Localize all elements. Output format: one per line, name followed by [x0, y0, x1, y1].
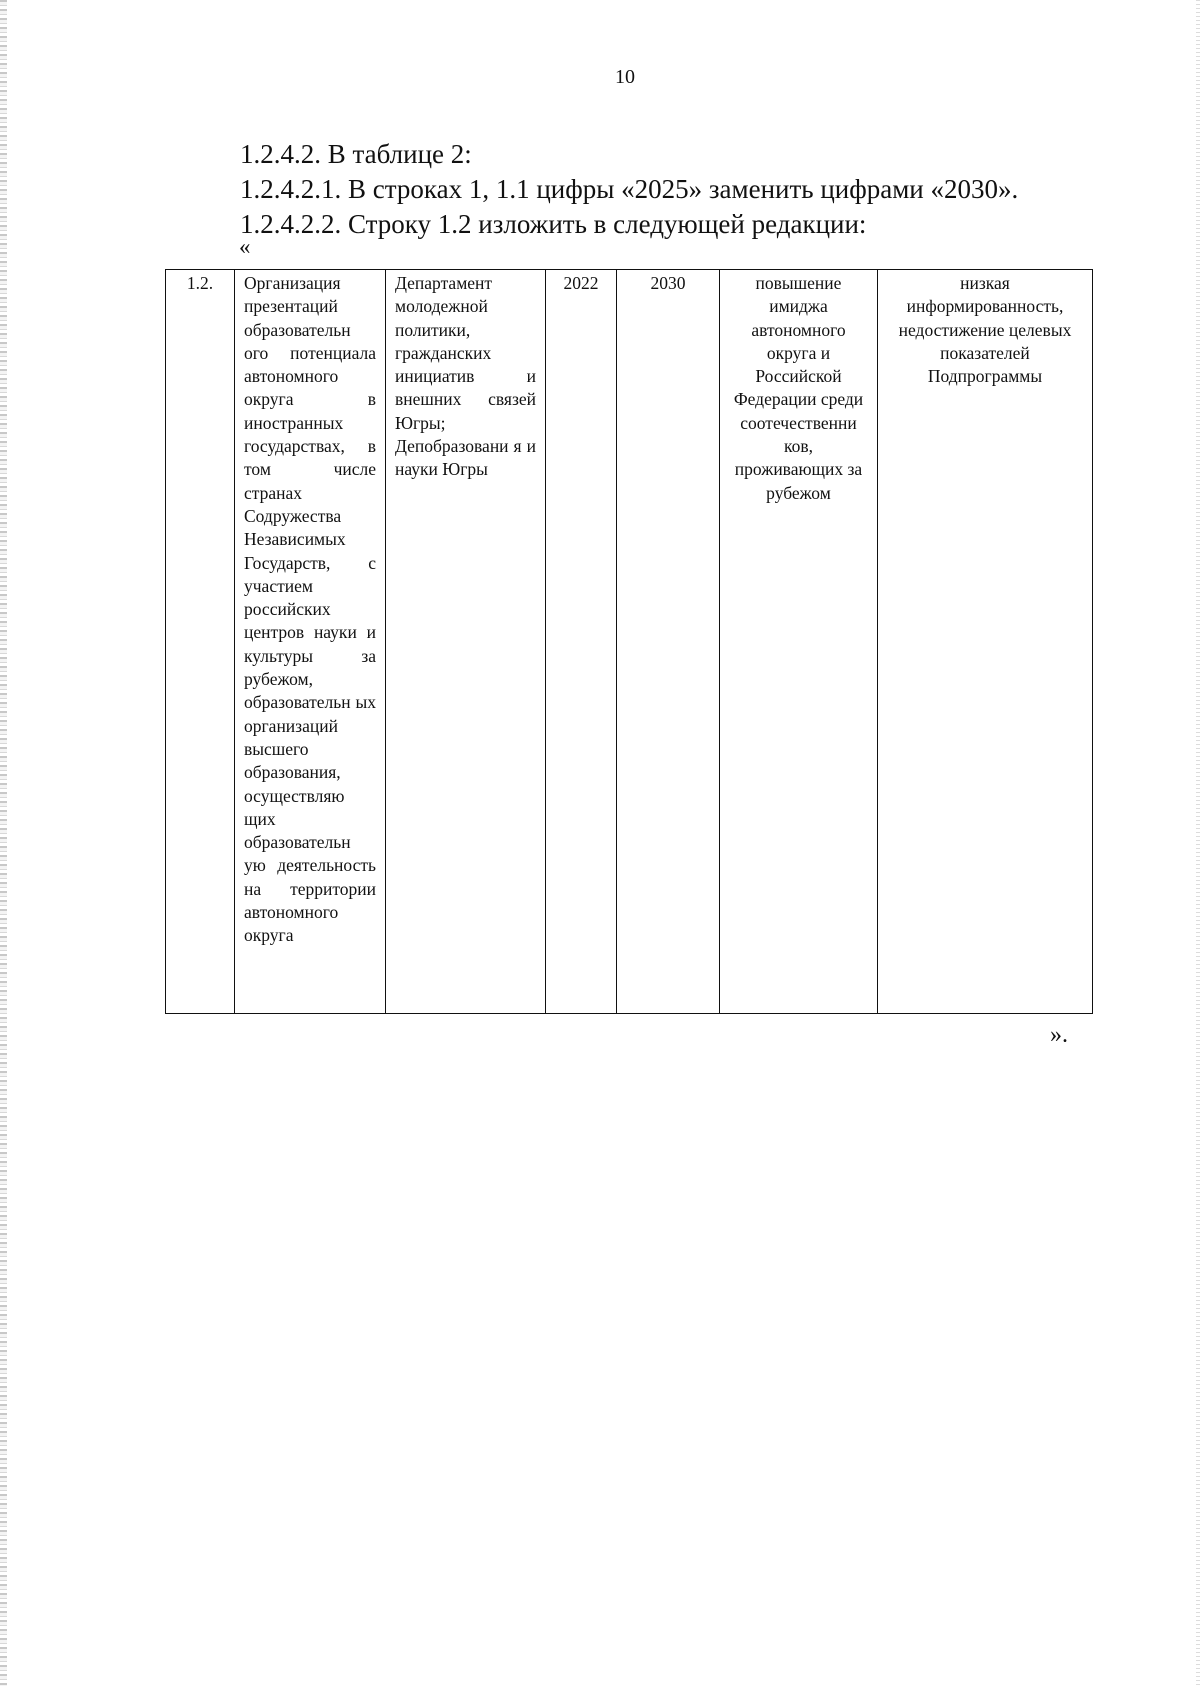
paragraph-1-2-4-2-2: 1.2.4.2.2. Строку 1.2 изложить в следующей редакции:: [240, 209, 867, 239]
table-row: [166, 270, 1093, 1014]
event-name-cell: Организация презентаций образовательн ого потенциала автономного округа в иностранных государствах, в том числе странах Содружества Независимых Государств, с участием российских центров науки и культуры за рубежом, образовательн ых организаций высшего образования, осуществляю щих образовательн ую деятельность на территории автономного округа: [235, 270, 386, 1014]
risk-cell: низкая информированность, недостижение целевых показателей Подпрограммы: [878, 270, 1093, 1014]
closing-quote: ».: [1050, 1022, 1068, 1048]
paragraph-1-2-4-2: 1.2.4.2. В таблице 2:: [240, 139, 472, 169]
start-year-cell: 2022: [546, 270, 617, 1014]
paragraph-1-2-4-2-1: 1.2.4.2.1. В строках 1, 1.1 цифры «2025» заменить цифрами «2030».: [240, 174, 1019, 204]
page-number: 10: [615, 66, 635, 88]
opening-quote: «: [239, 234, 251, 259]
result-cell: повышение имиджа автономного округа и Российской Федерации среди соотечественни ков, проживающих за рубежом: [720, 270, 878, 1014]
scan-edge-right: [1196, 0, 1200, 1686]
amendment-table: [165, 269, 1093, 1014]
end-year-cell: 2030: [617, 270, 720, 1014]
row-number-cell: 1.2.: [166, 270, 235, 1014]
scan-edge-left: [0, 0, 7, 1686]
responsible-cell: Департамент молодежной политики, гражданских инициатив и внешних связей Югры; Депобразовани я и науки Югры: [386, 270, 546, 1014]
